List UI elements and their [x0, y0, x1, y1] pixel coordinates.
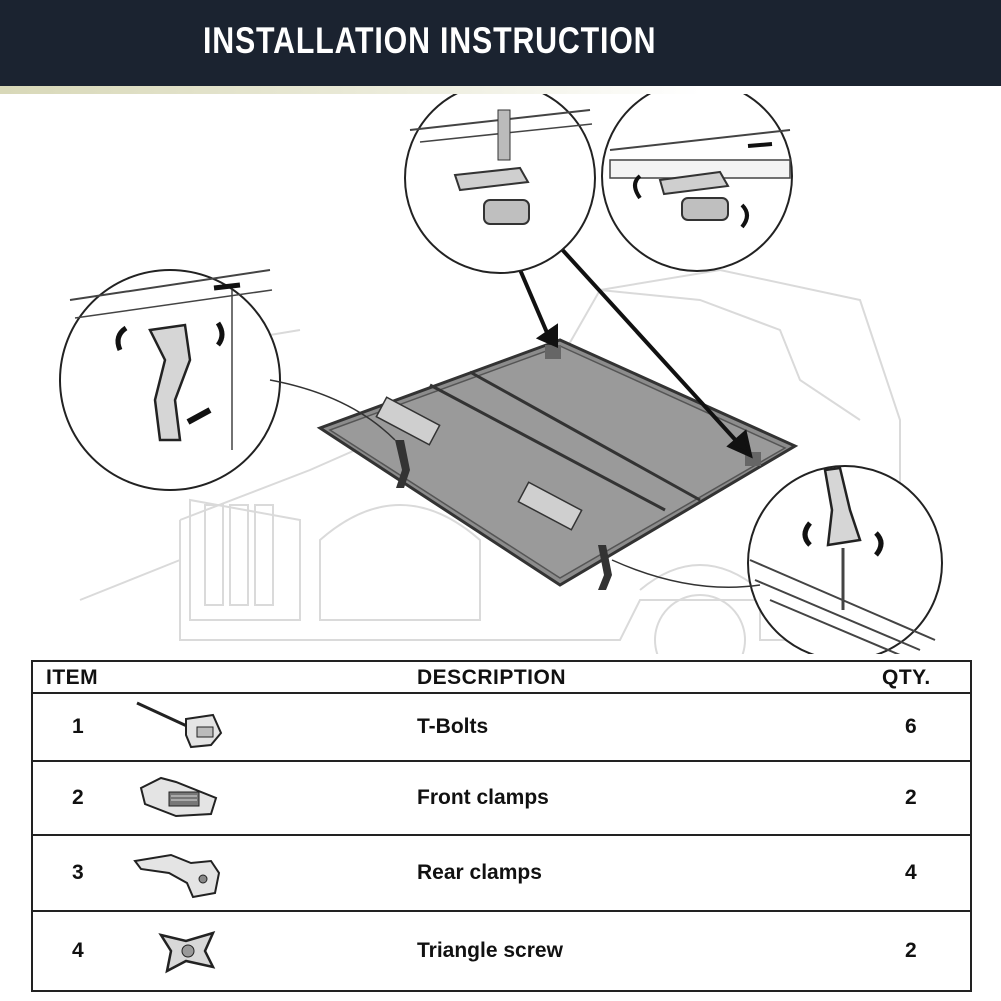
header-qty: QTY. [882, 666, 931, 689]
item-qty: 2 [905, 939, 917, 962]
item-description: Rear clamps [417, 861, 542, 884]
item-qty: 6 [905, 715, 917, 738]
detail-circle-top-right [602, 94, 792, 271]
front-clamp-icon [131, 768, 241, 828]
detail-circle-top-left [405, 94, 595, 273]
parts-table [31, 660, 972, 992]
header-item: ITEM [46, 666, 99, 689]
item-description: T-Bolts [417, 715, 489, 738]
item-description: Triangle screw [417, 939, 563, 962]
item-qty: 2 [905, 786, 917, 809]
item-number: 2 [72, 786, 84, 809]
rear-clamp-icon [131, 843, 241, 903]
item-number: 4 [72, 939, 84, 962]
item-number: 3 [72, 861, 84, 884]
item-description: Front clamps [417, 786, 549, 809]
table-row [32, 911, 971, 991]
triangle-screw-icon [131, 921, 241, 981]
page-title: INSTALLATION INSTRUCTION [203, 20, 657, 61]
tonneau-cover [320, 340, 795, 590]
detail-circle-bottom-right [748, 466, 942, 654]
table-row [32, 761, 971, 835]
item-number: 1 [72, 715, 84, 738]
table-row [32, 693, 971, 761]
detail-circle-left [60, 270, 280, 490]
installation-illustration [0, 94, 1001, 654]
header-accent-strip [0, 86, 1001, 94]
item-qty: 4 [905, 861, 917, 884]
header-description: DESCRIPTION [417, 666, 567, 689]
table-header-row [32, 661, 971, 693]
header-banner [0, 0, 1001, 86]
table-row [32, 835, 971, 911]
t-bolt-icon [131, 697, 241, 757]
